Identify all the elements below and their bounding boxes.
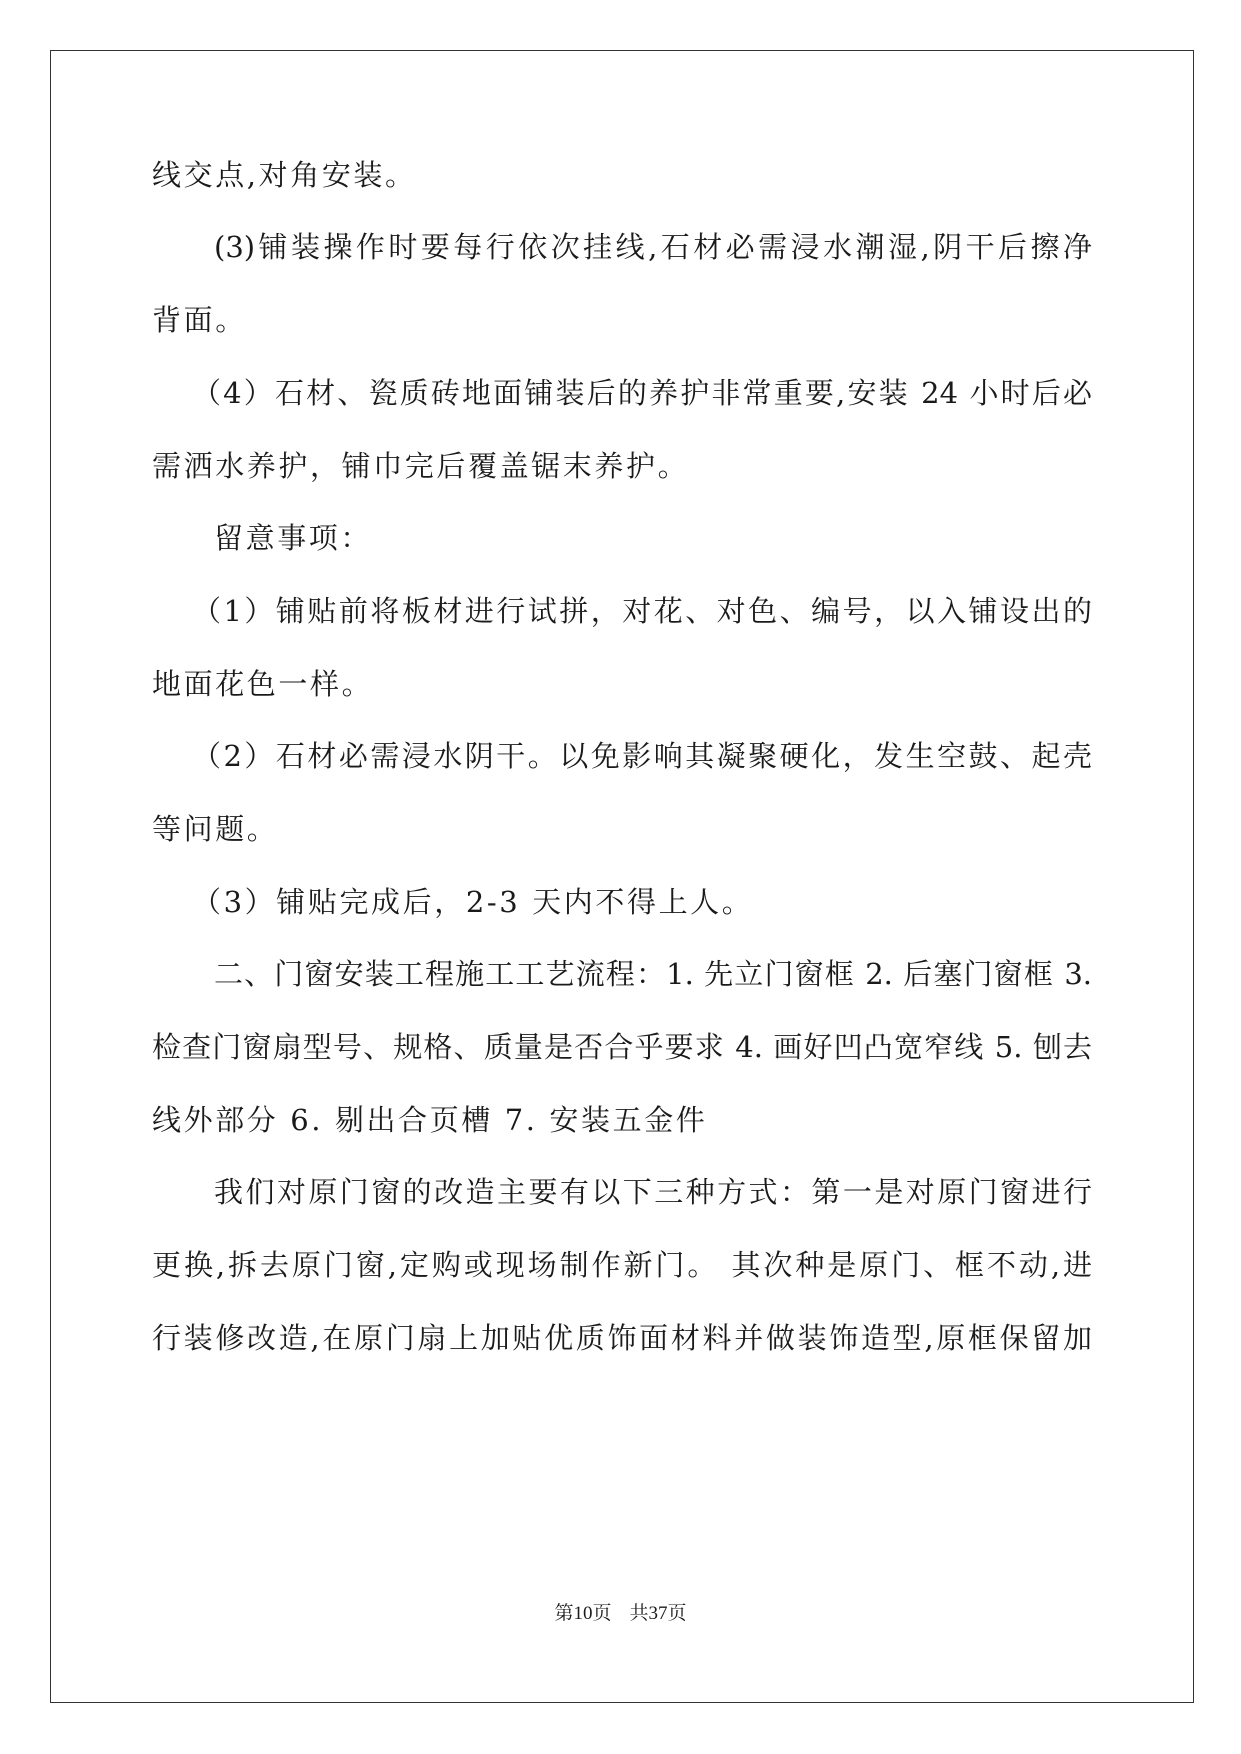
text-line: （1）铺贴前将板材进行试拼，对花、对色、编号，以入铺设出的	[192, 594, 1092, 628]
text-line: 需洒水养护，铺巾完后覆盖锯末养护。	[152, 449, 690, 483]
page-footer	[0, 1602, 1241, 1626]
text-line: （2）石材必需浸水阴干。以免影响其凝聚硬化，发生空鼓、起壳	[192, 739, 1092, 773]
text-line: 我们对原门窗的改造主要有以下三种方式：第一是对原门窗进行	[214, 1175, 1092, 1209]
page-border	[50, 50, 1194, 1703]
text-line: 等问题。	[152, 812, 279, 846]
text-line: 地面花色一样。	[152, 667, 374, 701]
text-line: 线交点,对角安装。	[152, 158, 417, 192]
text-line: 二、门窗安装工程施工工艺流程：1. 先立门窗框 2. 后塞门窗框 3.	[214, 957, 1092, 991]
page-number-current: 第10页	[554, 1603, 612, 1624]
text-line: （4）石材、瓷质砖地面铺装后的养护非常重要,安装 24 小时后必	[192, 376, 1092, 410]
text-line: （3）铺贴完成后，2-3 天内不得上人。	[192, 885, 754, 919]
text-line: 行装修改造,在原门扇上加贴优质饰面材料并做装饰造型,原框保留加	[152, 1321, 1092, 1355]
text-line: 更换,拆去原门窗,定购或现场制作新门。 其次种是原门、框不动,进	[152, 1248, 1092, 1282]
text-line: 线外部分 6. 剔出合页槽 7. 安装五金件	[152, 1103, 708, 1137]
text-line: 检查门窗扇型号、规格、质量是否合乎要求 4. 画好凹凸宽窄线 5. 刨去	[152, 1030, 1092, 1064]
text-line: 留意事项：	[214, 521, 373, 555]
text-line: 背面。	[152, 303, 247, 337]
page-number-total: 共37页	[629, 1603, 687, 1624]
text-line: (3)铺装操作时要每行依次挂线,石材必需浸水潮湿,阴干后擦净	[214, 230, 1092, 264]
